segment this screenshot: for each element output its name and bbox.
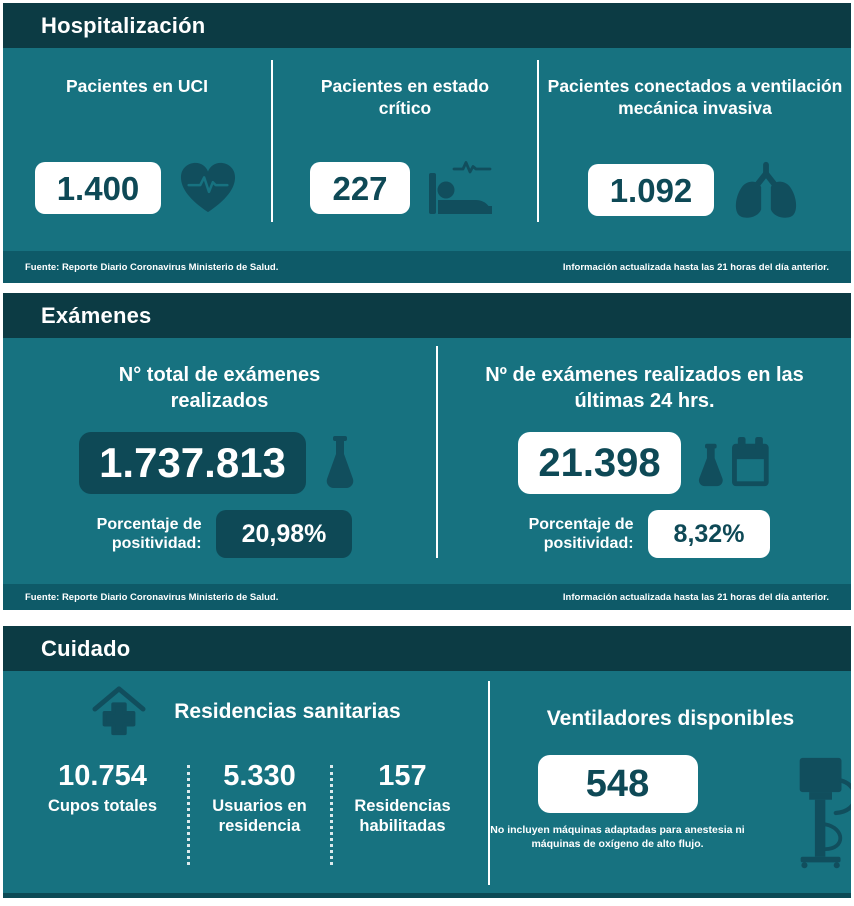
stat-label: Residencias habilitadas (354, 796, 451, 835)
positivity-label: Porcentaje de positividad: (96, 515, 202, 552)
stat-pacientes-uci (3, 48, 271, 251)
updated-text: Información actualizada hasta las 21 horas del día anterior. (562, 261, 829, 273)
value-box: 21.398 (518, 432, 680, 494)
value-box: 1.400 (35, 162, 162, 214)
value-box: 227 (310, 162, 409, 214)
source-text: Fuente: Reporte Diario Coronavirus Ministerio de Salud. (25, 591, 279, 603)
examenes-header (3, 293, 851, 338)
house-cross-icon (90, 685, 148, 739)
positivity-value: 20,98% (216, 510, 353, 558)
stat-cupos-totales (19, 761, 187, 865)
stat-usuarios-residencia (190, 761, 330, 865)
cuidado-bottom-strip (3, 893, 851, 898)
residencias-title: Residencias sanitarias (174, 700, 401, 723)
stat-total-examenes (3, 338, 436, 584)
panel-examenes (3, 293, 851, 610)
value-box: 1.737.813 (79, 432, 306, 494)
hospitalizacion-title: Hospitalización (41, 12, 206, 38)
stat-pacientes-criticos (273, 48, 537, 251)
stat-examenes-24hrs (438, 338, 851, 584)
updated-text: Información actualizada hasta las 21 horas del día anterior. (562, 591, 829, 603)
ventiladores-title: Ventiladores disponibles (546, 707, 795, 730)
value-box: 1.092 (588, 164, 715, 216)
stat-label: N° total de exámenes realizados (118, 364, 321, 412)
positivity-label: Porcentaje de positividad: (528, 515, 634, 552)
stat-ventilacion-invasiva (539, 48, 851, 251)
panel-hospitalizacion (3, 3, 851, 283)
positivity-value: 8,32% (648, 510, 771, 558)
cuidado-title: Cuidado (41, 635, 131, 661)
stat-label: Pacientes en UCI (66, 76, 208, 96)
value-box: 548 (538, 755, 698, 813)
hospitalizacion-header (3, 3, 851, 48)
patient-bed-icon (426, 160, 500, 216)
residencias-section (3, 671, 488, 893)
stat-value: 157 (378, 760, 427, 792)
examenes-footer (3, 584, 851, 610)
ventiladores-note: No incluyen máquinas adaptadas para anestesia ni máquinas de oxígeno de alto flujo. (490, 824, 745, 851)
hospitalizacion-footer (3, 251, 851, 283)
panel-cuidado (3, 626, 851, 898)
stat-label: Nº de exámenes realizados en las últimas 24 hrs. (485, 364, 804, 412)
examenes-body (3, 338, 851, 584)
ventiladores-section (490, 671, 851, 893)
flask-calendar-icon (695, 436, 771, 490)
examenes-title: Exámenes (41, 302, 152, 328)
stat-value: 5.330 (223, 760, 296, 792)
stat-value: 10.754 (58, 760, 147, 792)
cuidado-header (3, 626, 851, 671)
stat-residencias-habilitadas (333, 761, 473, 865)
ventilator-icon (775, 755, 851, 871)
stat-label: Cupos totales (47, 796, 158, 815)
stat-label: Pacientes conectados a ventilación mecánica invasiva (547, 76, 843, 118)
hospitalizacion-body (3, 48, 851, 251)
lungs-icon (730, 160, 802, 220)
stat-label: Usuarios en residencia (212, 796, 307, 835)
heart-pulse-icon (177, 160, 239, 216)
source-text: Fuente: Reporte Diario Coronavirus Ministerio de Salud. (25, 261, 279, 273)
stat-label: Pacientes en estado crítico (320, 76, 490, 118)
cuidado-body (3, 671, 851, 893)
flask-icon (320, 436, 360, 490)
